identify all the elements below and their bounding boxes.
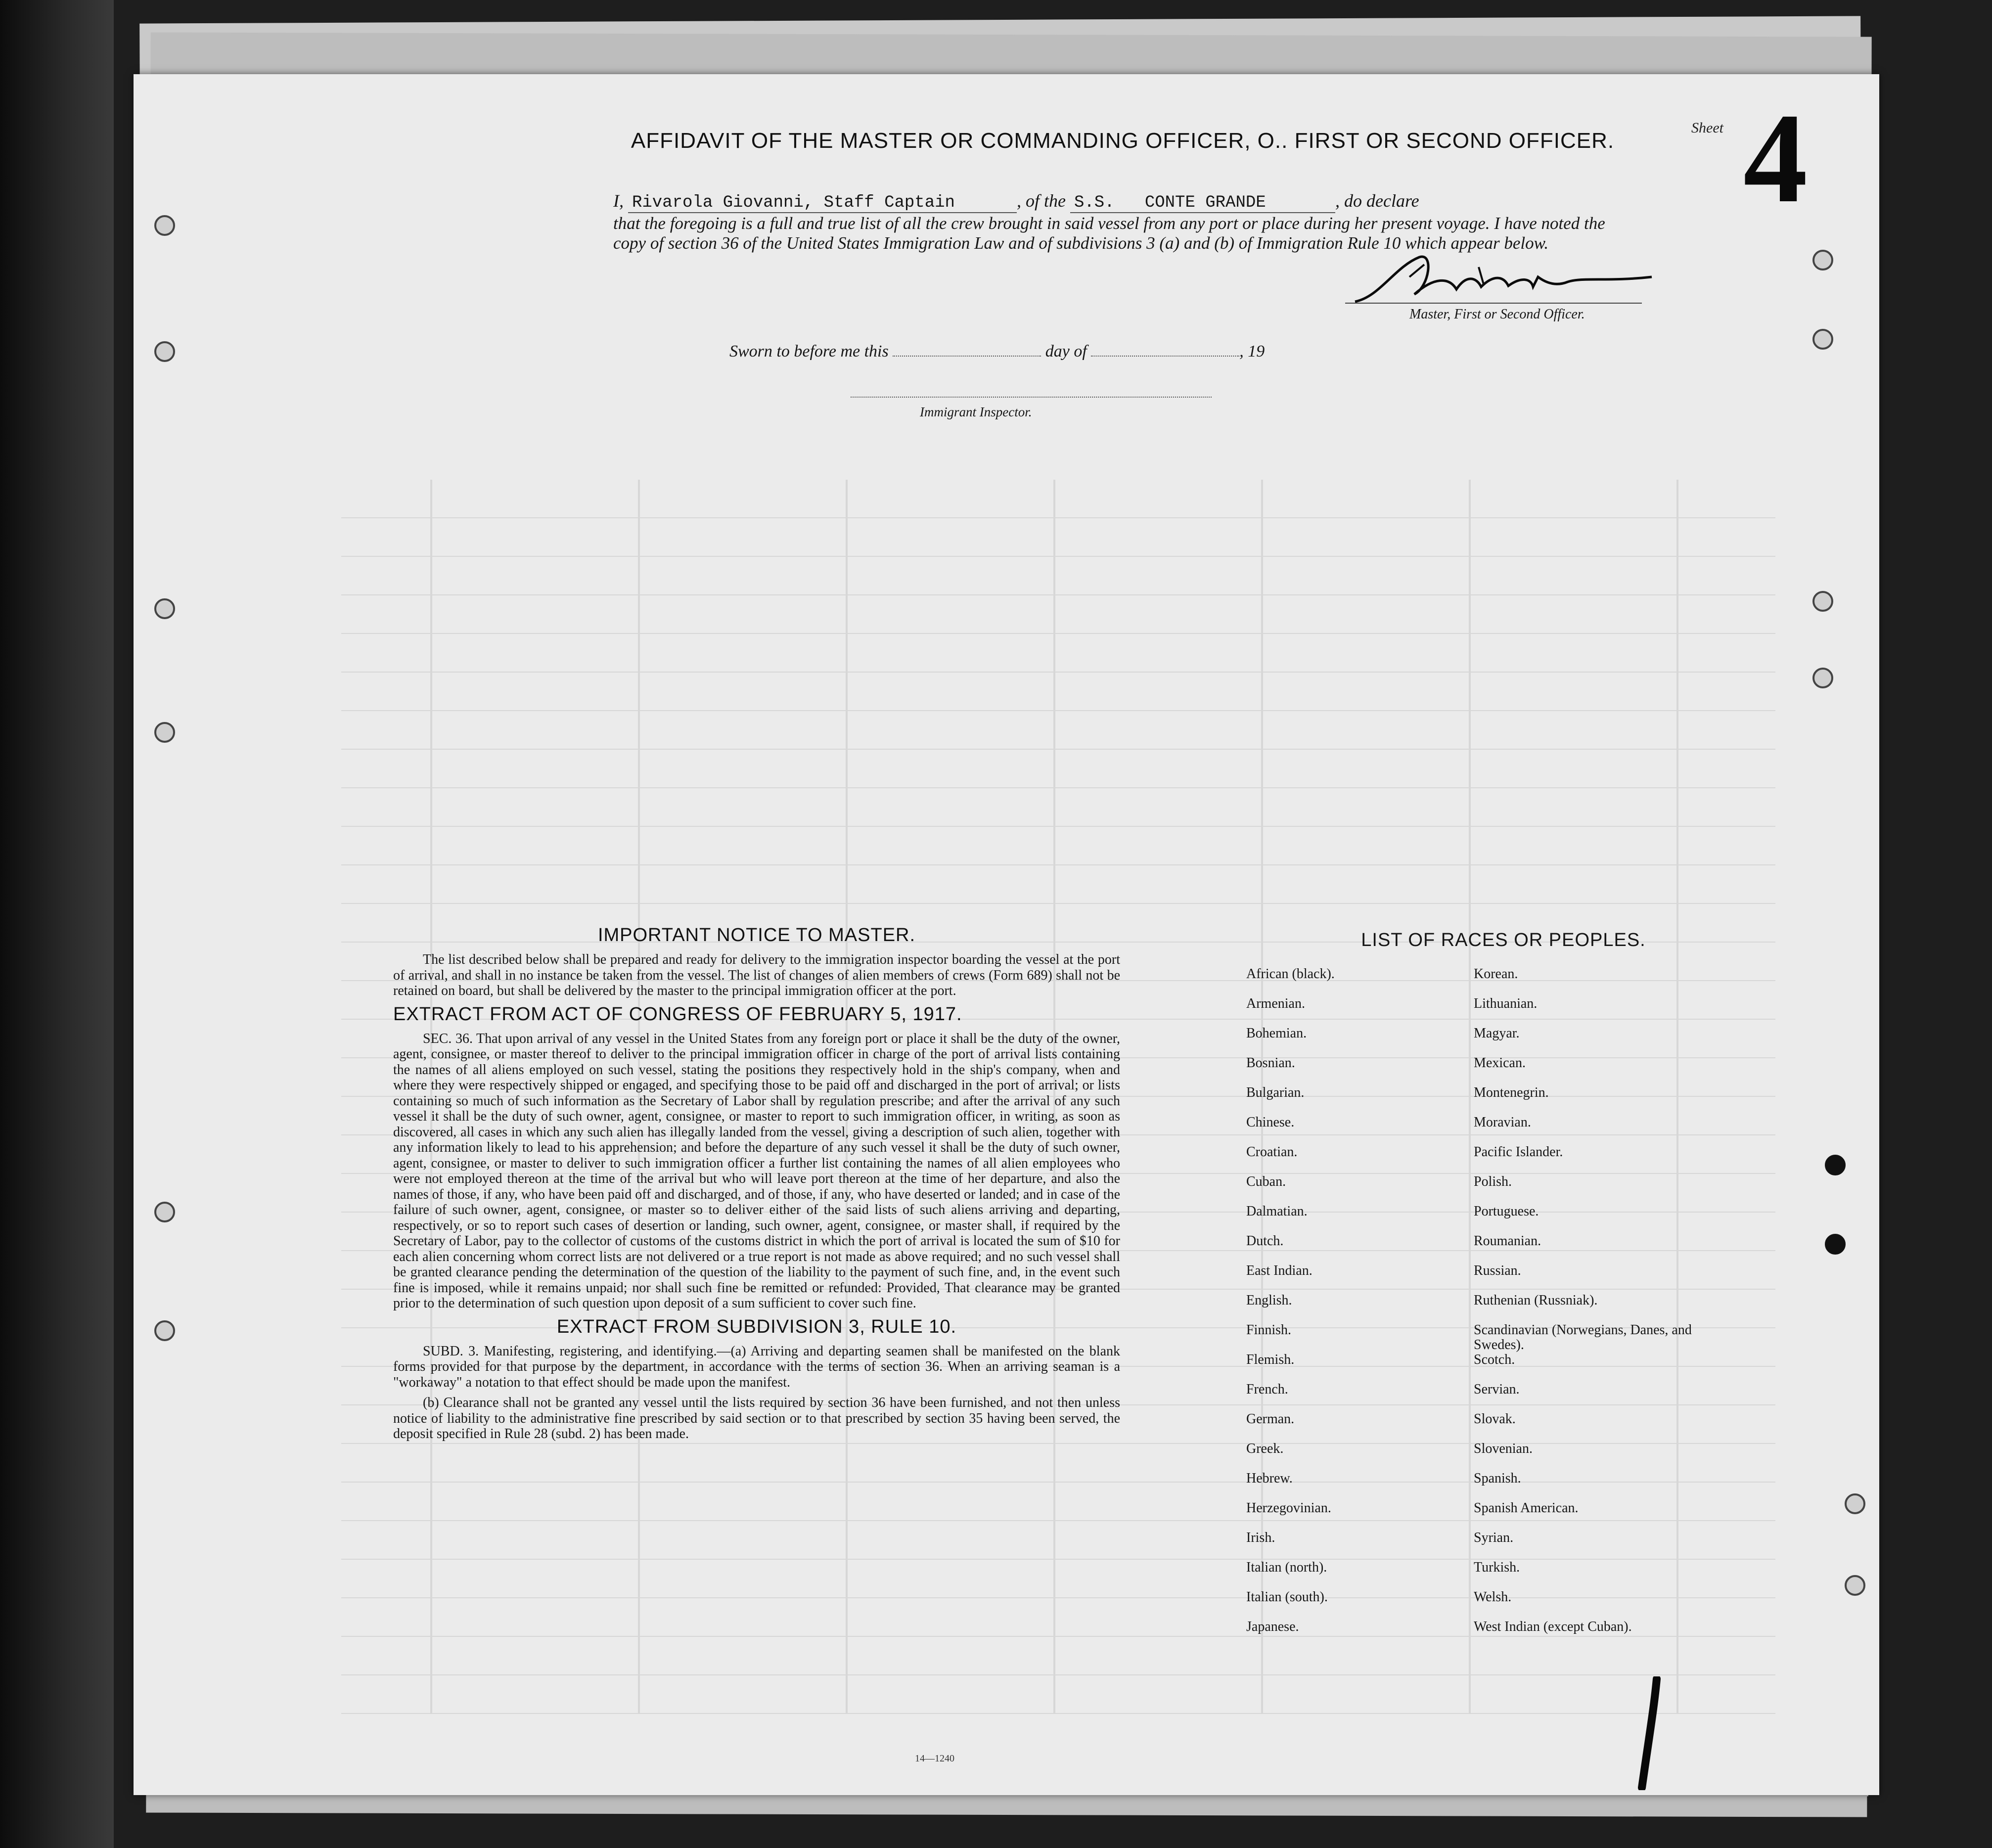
race-item: Herzegovinian.: [1246, 1500, 1331, 1516]
sworn-year-label: , 19: [1239, 342, 1265, 361]
race-item: Ruthenian (Russniak).: [1474, 1293, 1598, 1308]
day-blank: [893, 356, 1041, 357]
notice-heading: IMPORTANT NOTICE TO MASTER.: [597, 925, 916, 946]
race-item: Lithuanian.: [1474, 996, 1538, 1011]
do-declare-label: , do declare: [1335, 191, 1419, 211]
sheet-number: 4: [1743, 87, 1808, 229]
races-column-b: [1474, 967, 1711, 1649]
race-item: Syrian.: [1474, 1530, 1514, 1545]
pen-mark: [1634, 1676, 1669, 1790]
race-item: Mexican.: [1474, 1055, 1526, 1071]
punch-hole: [154, 722, 175, 743]
race-item: English.: [1246, 1293, 1292, 1308]
race-item: Bulgarian.: [1246, 1085, 1305, 1100]
race-item: Pacific Islander.: [1474, 1144, 1563, 1160]
race-item: Welsh.: [1474, 1589, 1512, 1605]
race-item: East Indian.: [1246, 1263, 1313, 1278]
race-item: Moravian.: [1474, 1115, 1531, 1130]
declaration-line: [613, 190, 1419, 213]
race-item: Hebrew.: [1246, 1471, 1293, 1486]
punch-hole: [1825, 1155, 1846, 1175]
sheet-label: Sheet: [1691, 120, 1723, 136]
punch-hole: [154, 598, 175, 619]
race-item: African (black).: [1246, 966, 1335, 982]
punch-hole: [154, 215, 175, 236]
act-text: SEC. 36. That upon arrival of any vessel in the United States from any foreign port or place it shall be the duty of the owner, agent, consignee, or master thereof to deliver to the principal immigration officer in charge of the port of arrival lists containing the names of all aliens employed on such vessel, stating the positions they respectively hold in the ship's company, when and where they were respectively shipped or engaged, and specifying those to be paid off and discharged in the port of arrival; or lists containing so much of such information as the Secretary of Labor shall by regulation prescribe; and after the arrival of any such vessel it shall be the duty of such owner, agent, consignee, or master to report to such immigration officer, in writing, as soon as discovered, all cases in which any such alien has illegally landed from the vessel, giving a description of such alien, together with any information likely to lead to his apprehension; and before the departure of any such vessel it shall be the duty of such owner, agent, consignee, or master to deliver to such immigration officer a further list containing the names of all alien employees who were not employed thereon at the time of the arrival but who will leave port thereon at the time of her departure, and also the names of those, if any, who have been paid off and discharged, and of those, if any, who have deserted or landed; and in case of the failure of such owner, agent, consignee, or master so to deliver either of the said lists of such aliens arriving and departing, respectively, or so to report such cases of desertion or landing, such owner, agent, consignee, or master shall, if required by the Secretary of Labor, pay to the collector of customs of the customs district in which the port of arrival is located the sum of $10 for each alien concerning whom correct lists are not delivered or a true report is not made as above required; and no such vessel shall be granted clearance pending the determination of the question of the liability to the payment of such fine, and, in the event such fine is imposed, while it remains unpaid; nor shall such fine be remitted or refunded: Provided, That clearance may be granted prior to the determination of such question upon deposit of a sum sufficient to cover such fine.: [393, 1031, 1120, 1311]
races-column-a: [1246, 967, 1503, 1649]
race-item: Finnish.: [1246, 1322, 1292, 1338]
rule-para-b: (b) Clearance shall not be granted any vessel until the lists required by section 36 have been furnished, and not then unless notice of liability to the administrative fine prescribed by said section or to that prescribed by section 35 having been served, the deposit specified in Rule 28 (subd. 2) has been made.: [393, 1395, 1120, 1442]
punch-hole: [1845, 1493, 1865, 1514]
races-title: LIST OF RACES OR PEOPLES.: [1361, 930, 1646, 950]
punch-hole: [1825, 1234, 1846, 1255]
race-item: Dalmatian.: [1246, 1204, 1308, 1219]
race-item: Dutch.: [1246, 1233, 1284, 1249]
race-item: Polish.: [1474, 1174, 1512, 1189]
affidavit-title: AFFIDAVIT OF THE MASTER OR COMMANDING OFFICER, O.. FIRST OR SECOND OFFICER.: [631, 129, 1615, 153]
vessel-field: [1070, 193, 1335, 213]
punch-hole: [154, 1320, 175, 1341]
race-item: Turkish.: [1474, 1560, 1520, 1575]
ss-label: S.S.: [1074, 193, 1115, 212]
race-item: Scotch.: [1474, 1352, 1515, 1367]
race-item: Japanese.: [1246, 1619, 1299, 1634]
race-item: Chinese.: [1246, 1115, 1295, 1130]
race-item: Italian (south).: [1246, 1589, 1328, 1605]
i-label: I,: [613, 191, 624, 211]
form-number: 14—1240: [915, 1753, 954, 1764]
sworn-day-label: day of: [1045, 342, 1087, 361]
race-item: Portuguese.: [1474, 1204, 1539, 1219]
binder-edge: [0, 0, 114, 1848]
race-item: Roumanian.: [1474, 1233, 1541, 1249]
punch-hole: [1812, 591, 1833, 612]
race-item: Irish.: [1246, 1530, 1275, 1545]
race-item: Scandinavian (Norwegians, Danes, and Swedes).: [1474, 1322, 1692, 1352]
race-item: Bohemian.: [1246, 1026, 1307, 1041]
race-item: Greek.: [1246, 1441, 1284, 1456]
sworn-line: [729, 342, 1265, 361]
race-item: Magyar.: [1474, 1026, 1520, 1041]
race-item: Bosnian.: [1246, 1055, 1295, 1071]
race-item: Flemish.: [1246, 1352, 1295, 1367]
vessel-name: CONTE GRANDE: [1144, 193, 1266, 212]
inspector-signature-line: [851, 397, 1212, 398]
punch-hole: [1812, 668, 1833, 688]
manifest-page: [134, 74, 1879, 1795]
notice-text: The list described below shall be prepared and ready for delivery to the immigration inspector boarding the vessel at the port of arrival, and shall in no instance be taken from the vessel. The list of changes of alien members of crews (Form 689) shall not be retained on board, but shall be delivered by the master to the principal immigration officer at the port.: [393, 952, 1120, 998]
signature-caption: Master, First or Second Officer.: [1409, 307, 1585, 322]
signature-line: [1345, 303, 1642, 304]
race-item: Italian (north).: [1246, 1560, 1327, 1575]
race-item: German.: [1246, 1411, 1295, 1427]
sworn-prefix: Sworn to before me this: [729, 342, 889, 361]
race-item: Cuban.: [1246, 1174, 1286, 1189]
race-item: Croatian.: [1246, 1144, 1298, 1160]
race-item: Armenian.: [1246, 996, 1305, 1011]
inspector-caption: Immigrant Inspector.: [920, 405, 1032, 419]
race-item: Spanish American.: [1474, 1500, 1579, 1516]
punch-hole: [154, 1202, 175, 1222]
race-item: Spanish.: [1474, 1471, 1521, 1486]
race-item: Servian.: [1474, 1382, 1520, 1397]
of-the-label: , of the: [1017, 191, 1066, 211]
race-item: French.: [1246, 1382, 1288, 1397]
race-item: Slovenian.: [1474, 1441, 1533, 1456]
punch-hole: [1845, 1575, 1865, 1596]
notices-column: [393, 925, 1120, 1447]
act-heading: EXTRACT FROM ACT OF CONGRESS OF FEBRUARY 5, 1917.: [393, 1003, 962, 1025]
race-item: Montenegrin.: [1474, 1085, 1549, 1100]
month-blank: [1091, 356, 1239, 357]
punch-hole: [154, 341, 175, 362]
race-item: Slovak.: [1474, 1411, 1516, 1427]
declaration-body: that the foregoing is a full and true list of all the crew brought in said vessel from any port or place during her present voyage. I have noted the copy of section 36 of the United States Immigration Law and of subdivisions 3 (a) and (b) of Immigration Rule 10 which appear below.: [613, 214, 1605, 253]
punch-hole: [1812, 250, 1833, 270]
officer-signature: [1350, 247, 1657, 312]
race-item: Russian.: [1474, 1263, 1521, 1278]
declarant-name: Rivarola Giovanni, Staff Captain: [628, 193, 1017, 213]
race-item: West Indian (except Cuban).: [1474, 1619, 1632, 1634]
rule-heading: EXTRACT FROM SUBDIVISION 3, RULE 10.: [556, 1316, 957, 1337]
race-item: Korean.: [1474, 966, 1518, 982]
punch-hole: [1812, 329, 1833, 350]
rule-para-a: SUBD. 3. Manifesting, registering, and identifying.—(a) Arriving and departing seamen shall be manifested on the blank forms provided for that purpose by the department, in accordance with the terms of section 36. When an arriving seaman is a "workaway" a notation to that effect should be made upon the manifest.: [393, 1343, 1120, 1390]
